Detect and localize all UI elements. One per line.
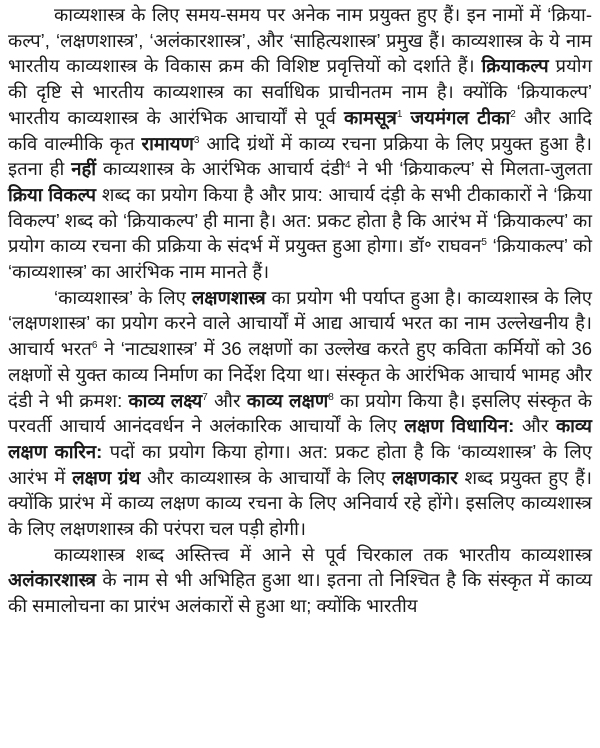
bold-term: अलंकारशास्त्र bbox=[8, 569, 97, 591]
footnote-ref: 3 bbox=[193, 134, 200, 146]
bold-term: लक्षणशास्त्र bbox=[191, 286, 266, 308]
text-run bbox=[402, 107, 410, 128]
text-run: और bbox=[514, 415, 556, 437]
text-run: पदों का प्रयोग किया होगा। अत: प्रकट होता है कि ‘काव्यशास्त्र’ के लिए आरंभ में bbox=[8, 440, 592, 488]
bold-term: लक्षण विधायिन: bbox=[404, 415, 515, 437]
bold-term: क्रियाकल्प bbox=[481, 55, 549, 77]
footnote-ref: 2 bbox=[510, 108, 516, 120]
text-run: काव्यशास्त्र के आरंभिक आचार्य दंडी bbox=[96, 158, 345, 180]
footnote-ref: 5 bbox=[481, 237, 487, 249]
text-run: ने ‘नाट्यशास्त्र’ में 36 लक्षणों का उल्लेख करते हुए कविता कर्मियों को 36 लक्षणों से युक्त काव्य निर्माण का निर्देश दिया था। संस्कृत के आरंभिक आचार्य भामह और दंडी ने भी क्रमश: bbox=[8, 338, 593, 411]
bold-term: काव्य लक्षण bbox=[246, 389, 329, 411]
footnote-ref: 8 bbox=[328, 391, 334, 403]
text-run: काव्यशास्त्र शब्द अस्तित्त्व में आने से पूर्व चिरकाल तक भारतीय काव्यशास्त्र bbox=[54, 543, 592, 565]
text-run: ‘क्रियाकल्प’ को ‘काव्यशास्त्र’ का आरंभिक नाम मानते हैं। bbox=[8, 235, 592, 283]
bold-term: काव्य लक्ष्य bbox=[128, 389, 203, 411]
text-run: शब्द प्रयुक्त हुए हैं। क्योंकि प्रारंभ में काव्य लक्षण काव्य रचना के लिए अनिवार्य रहे होंगे। इसलिए काव्यशास्त्र के लिए लक्षणशास्त्र की परंपरा चल पड़ी होगी। bbox=[8, 466, 592, 540]
bold-term: नहीं bbox=[71, 158, 97, 180]
footnote-ref: 4 bbox=[344, 160, 351, 172]
footnote-ref: 6 bbox=[91, 340, 98, 352]
text-run: और bbox=[207, 389, 247, 411]
bold-term: कामसूत्र bbox=[344, 106, 397, 128]
bold-term: क्रिया विकल्प bbox=[8, 183, 97, 205]
paragraph bbox=[8, 2, 592, 285]
text-run: का प्रयोग किया है। इसलिए संस्कृत के परवर्ती आचार्य आनंदवर्धन ने अलंकारिक आचार्यों के लिए bbox=[8, 389, 592, 437]
paragraph bbox=[8, 542, 592, 619]
paragraph bbox=[8, 285, 592, 542]
text-run: प्रयोग की दृष्टि से भारतीय काव्यशास्त्र का सर्वाधिक प्राचीनतम नाम है। क्योंकि ‘क्रियाकल्प’ भारतीय काव्यशास्त्र के आरंभिक आचार्यों से पूर्व bbox=[8, 55, 592, 128]
text-run: काव्यशास्त्र के लिए समय-समय पर अनेक नाम प्रयुक्त हुए हैं। इन नामों में ‘क्रिया-कल्प’, ‘लक्षणशास्त्र’, ‘अलंकारशास्त्र’, और ‘साहित्यशास्त्र’ प्रमुख हैं। काव्यशास्त्र के ये नाम भारतीय काव्यशास्त्र के विकास क्रम की विशिष्ट प्रवृत्तियों को दर्शाते हैं। bbox=[8, 4, 592, 77]
text-run: के नाम से भी अभिहित हुआ था। इतना तो निश्चित है कि संस्कृत में काव्य की समालोचना का प्रारंभ अलंकारों से हुआ था; क्योंकि भारतीय bbox=[8, 569, 592, 617]
footnote-ref: 1 bbox=[396, 108, 403, 120]
bold-term: लक्षणकार bbox=[391, 466, 458, 488]
text-run: ‘काव्यशास्त्र’ के लिए bbox=[54, 286, 192, 308]
text-run: आदि ग्रंथों में काव्य रचना प्रक्रिया के लिए प्रयुक्त हुआ है। इतना ही bbox=[8, 132, 592, 180]
text-run: और आदि कवि वाल्मीकि कृत bbox=[8, 106, 593, 154]
bold-term: जयमंगल टीका bbox=[410, 106, 511, 128]
footnote-ref: 7 bbox=[202, 391, 208, 403]
text-run: और काव्यशास्त्र के आचार्यों के लिए bbox=[140, 466, 392, 488]
text-run: ने भी ‘क्रियाकल्प’ से मिलता-जुलता bbox=[350, 158, 592, 180]
text-run: शब्द का प्रयोग किया है और प्राय: आचार्य दंड़ी के सभी टीकाकारों ने ‘क्रिया विकल्प’ शब्द को ‘क्रियाकल्प’ ही माना है। अत: प्रकट होता है कि आरंभ में ‘क्रियाकल्प’ का प्रयोग काव्य रचना की प्रक्रिया के संदर्भ में प्रयुक्त हुआ होगा। डॉ॰ राघवन bbox=[8, 183, 592, 257]
bold-term: रामायण bbox=[141, 132, 194, 154]
text-run: का प्रयोग भी पर्याप्त हुआ है। काव्यशास्त्र के लिए ‘लक्षणशास्त्र’ का प्रयोग करने वाले आचार्यों में आद्य आचार्य भरत का नाम उल्लेखनीय है। आचार्य भरत bbox=[8, 286, 592, 360]
bold-term: काव्य लक्षण कारिन: bbox=[8, 415, 592, 462]
bold-term: लक्षण ग्रंथ bbox=[72, 466, 141, 488]
